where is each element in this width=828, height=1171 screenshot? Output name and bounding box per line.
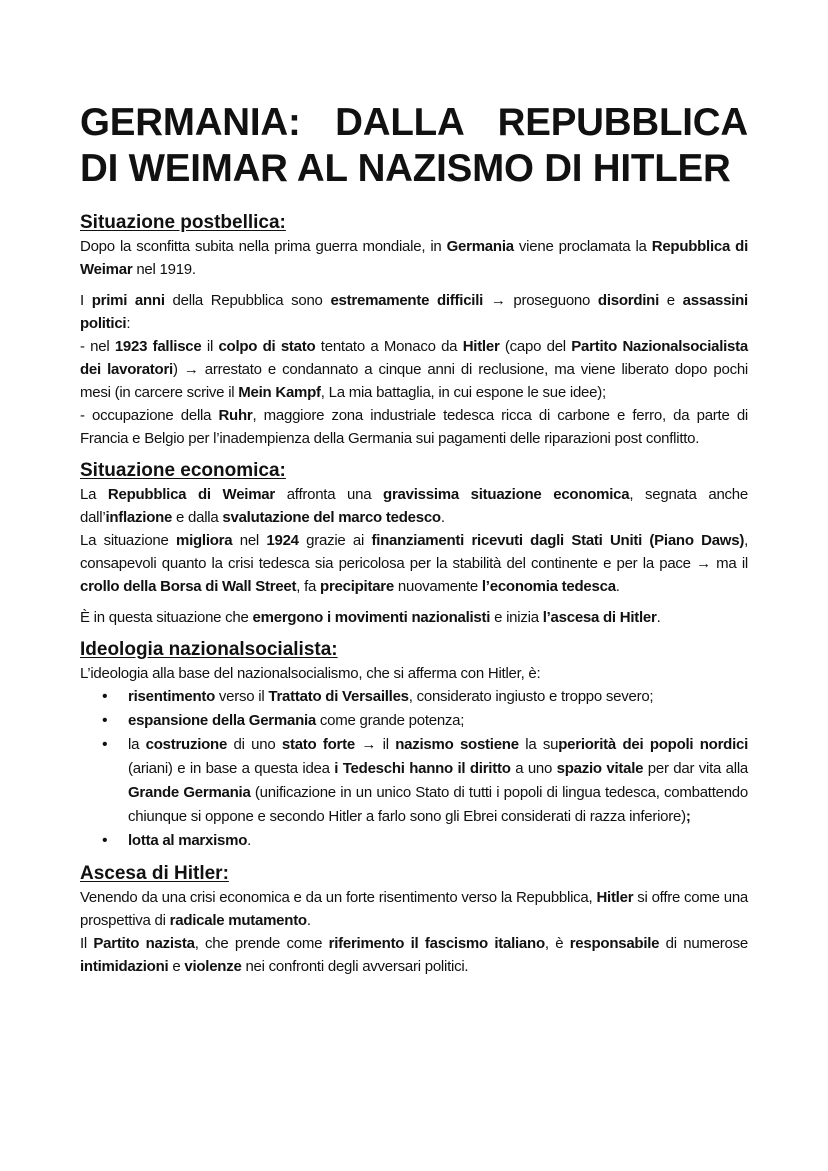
bold-text: Ruhr bbox=[218, 407, 253, 424]
bold-text: gravissima situazione economica bbox=[383, 486, 630, 503]
text-run: La situazione bbox=[80, 532, 176, 549]
text-run: - occupazione della bbox=[80, 407, 219, 424]
text-run: . bbox=[615, 578, 620, 595]
section bbox=[80, 458, 748, 629]
text-run: di uno bbox=[227, 736, 282, 753]
bold-text: Partito nazista bbox=[93, 935, 195, 952]
bold-text: Mein Kampf bbox=[238, 384, 321, 401]
title-line: GERMANIA: DALLA REPUBBLICA bbox=[80, 101, 748, 144]
bold-text: nazismo sostiene bbox=[395, 736, 519, 753]
bold-text: svalutazione del marco tedesco bbox=[222, 509, 441, 526]
text-run: , consapevoli quanto la crisi tedesca sia pericolosa per la stabilità del continente e per la pace → ma il bbox=[80, 532, 748, 572]
section bbox=[80, 861, 748, 978]
text-run: la su bbox=[518, 736, 559, 753]
bold-text: l’economia tedesca bbox=[481, 578, 616, 595]
text-run: viene proclamata la bbox=[513, 238, 652, 255]
text-run: L’ideologia alla base del nazionalsocialismo, che si afferma con Hitler, è: bbox=[80, 665, 541, 682]
bold-text: riferimento il fascismo italiano bbox=[328, 935, 545, 952]
bold-text: l’ascesa di Hitler bbox=[542, 609, 657, 626]
bold-text: Hitler bbox=[462, 338, 500, 355]
text-run: . bbox=[656, 609, 661, 626]
bold-text: Partito Nazionalsocialista dei lavoratori bbox=[80, 338, 748, 378]
paragraph bbox=[80, 932, 748, 978]
bold-text: lotta al marxismo bbox=[128, 832, 248, 849]
bold-text: Grande Germania bbox=[128, 784, 251, 801]
list-item bbox=[128, 709, 748, 733]
bold-text: responsabile bbox=[569, 935, 660, 952]
bold-text: migliora bbox=[176, 532, 233, 549]
text-run: grazie ai bbox=[298, 532, 372, 549]
section-heading: Ideologia nazionalsocialista: bbox=[80, 639, 338, 660]
title-line: DI WEIMAR AL NAZISMO DI HITLER bbox=[80, 147, 731, 190]
bold-text: colpo di stato bbox=[218, 338, 316, 355]
section-heading: Situazione economica: bbox=[80, 460, 286, 481]
text-run: → proseguono bbox=[483, 292, 598, 309]
bold-text: intimidazioni bbox=[80, 958, 169, 975]
bold-text: Repubblica di Weimar bbox=[107, 486, 275, 503]
bold-text: precipitare bbox=[320, 578, 394, 595]
text-run: . bbox=[306, 912, 311, 929]
text-run: e bbox=[659, 292, 683, 309]
text-run: della Repubblica sono bbox=[164, 292, 331, 309]
bold-text: finanziamenti ricevuti dagli Stati Uniti (Piano Daws) bbox=[371, 532, 745, 549]
bold-text: periorità dei popoli nordici bbox=[558, 736, 749, 753]
bold-text: i Tedeschi hanno il diritto bbox=[334, 760, 511, 777]
list-item bbox=[128, 685, 748, 709]
paragraph bbox=[80, 404, 748, 450]
section-heading: Situazione postbellica: bbox=[80, 212, 286, 233]
text-run: La bbox=[80, 486, 108, 503]
text-run: la bbox=[128, 736, 146, 753]
text-run: È in questa situazione che bbox=[80, 609, 253, 626]
text-run: (ariani) e in base a questa idea bbox=[128, 760, 335, 777]
paragraph bbox=[80, 235, 748, 281]
text-run: , che prende come bbox=[194, 935, 329, 952]
paragraph bbox=[80, 335, 748, 404]
text-run: Venendo da una crisi economica e da un forte risentimento verso la Repubblica, bbox=[80, 889, 597, 906]
section bbox=[80, 210, 748, 450]
bold-text: ; bbox=[685, 808, 691, 825]
text-run: come grande potenza; bbox=[316, 712, 465, 729]
bold-text: emergono i movimenti nazionalisti bbox=[252, 609, 491, 626]
text-run: il bbox=[201, 338, 219, 355]
text-run: , fa bbox=[296, 578, 321, 595]
text-run: : bbox=[126, 315, 131, 332]
bold-text: estremamente difficili bbox=[330, 292, 484, 309]
paragraph bbox=[80, 606, 748, 629]
paragraph bbox=[80, 886, 748, 932]
paragraph bbox=[80, 662, 748, 685]
text-run: , considerato ingiusto e troppo severo; bbox=[408, 688, 654, 705]
text-run: si offre come una prospettiva di bbox=[80, 889, 748, 929]
bold-text: 1923 fallisce bbox=[114, 338, 202, 355]
bold-text: stato forte bbox=[281, 736, 355, 753]
text-run: verso il bbox=[215, 688, 269, 705]
bold-text: Trattato di Versailles bbox=[268, 688, 409, 705]
text-run: . bbox=[440, 509, 445, 526]
text-run: ) → arrestato e condannato a cinque anni di reclusione, ma viene liberato dopo pochi mesi (in carcere scrive il bbox=[80, 361, 748, 401]
text-run: - nel bbox=[80, 338, 115, 355]
paragraph bbox=[80, 529, 748, 598]
section-heading: Ascesa di Hitler: bbox=[80, 863, 229, 884]
text-run: e bbox=[168, 958, 185, 975]
bold-text: costruzione bbox=[145, 736, 228, 753]
bold-text: risentimento bbox=[128, 688, 216, 705]
text-run: . bbox=[247, 832, 252, 849]
text-run: e inizia bbox=[490, 609, 543, 626]
text-run: nuovamente bbox=[393, 578, 482, 595]
text-run: , maggiore zona industriale tedesca ricca di carbone e ferro, da parte di Francia e Belgio per l’inadempienza della Germania sui pagamenti delle riparazioni post conflitto. bbox=[80, 407, 748, 447]
bold-text: Hitler bbox=[596, 889, 634, 906]
paragraph bbox=[80, 289, 748, 335]
text-run: Dopo la sconfitta subita nella prima guerra mondiale, in bbox=[80, 238, 447, 255]
text-run: tentato a Monaco da bbox=[315, 338, 463, 355]
list-item bbox=[128, 733, 748, 829]
bold-text: assassini politici bbox=[80, 292, 748, 332]
text-run: Il bbox=[80, 935, 94, 952]
text-run: di numerose bbox=[659, 935, 748, 952]
section bbox=[80, 637, 748, 853]
text-run: I bbox=[80, 292, 92, 309]
text-run: per dar vita alla bbox=[643, 760, 748, 777]
bold-text: primi anni bbox=[91, 292, 165, 309]
text-run: a uno bbox=[510, 760, 557, 777]
text-run: , è bbox=[544, 935, 570, 952]
bold-text: radicale mutamento bbox=[169, 912, 307, 929]
bold-text: disordini bbox=[597, 292, 659, 309]
text-run: nel 1919. bbox=[132, 261, 196, 278]
text-run: , La mia battaglia, in cui espone le sue idee); bbox=[320, 384, 606, 401]
list-item bbox=[128, 829, 748, 853]
text-run: affronta una bbox=[274, 486, 384, 503]
text-run: (capo del bbox=[499, 338, 572, 355]
text-run: , segnata anche dall’ bbox=[80, 486, 748, 526]
text-run: nel bbox=[232, 532, 267, 549]
bold-text: espansione della Germania bbox=[128, 712, 316, 729]
document-title bbox=[80, 100, 748, 192]
document-body bbox=[80, 210, 748, 978]
bold-text: Germania bbox=[446, 238, 514, 255]
bold-text: 1924 bbox=[266, 532, 299, 549]
paragraph bbox=[80, 483, 748, 529]
bold-text: Repubblica di Weimar bbox=[80, 238, 749, 278]
text-run: → il bbox=[354, 736, 396, 753]
bold-text: spazio vitale bbox=[556, 760, 644, 777]
bullet-list bbox=[80, 685, 748, 853]
text-run: nei confronti degli avversari politici. bbox=[241, 958, 469, 975]
bold-text: inflazione bbox=[105, 509, 173, 526]
text-run: e dalla bbox=[172, 509, 223, 526]
document-page bbox=[80, 100, 748, 986]
bold-text: violenze bbox=[184, 958, 242, 975]
bold-text: crollo della Borsa di Wall Street bbox=[80, 578, 297, 595]
text-run: (unificazione in un unico Stato di tutti i popoli di lingua tedesca, combattendo chiunque si oppone e secondo Hitler a farlo sono gli Ebrei considerati di razza inferiore) bbox=[128, 784, 748, 825]
